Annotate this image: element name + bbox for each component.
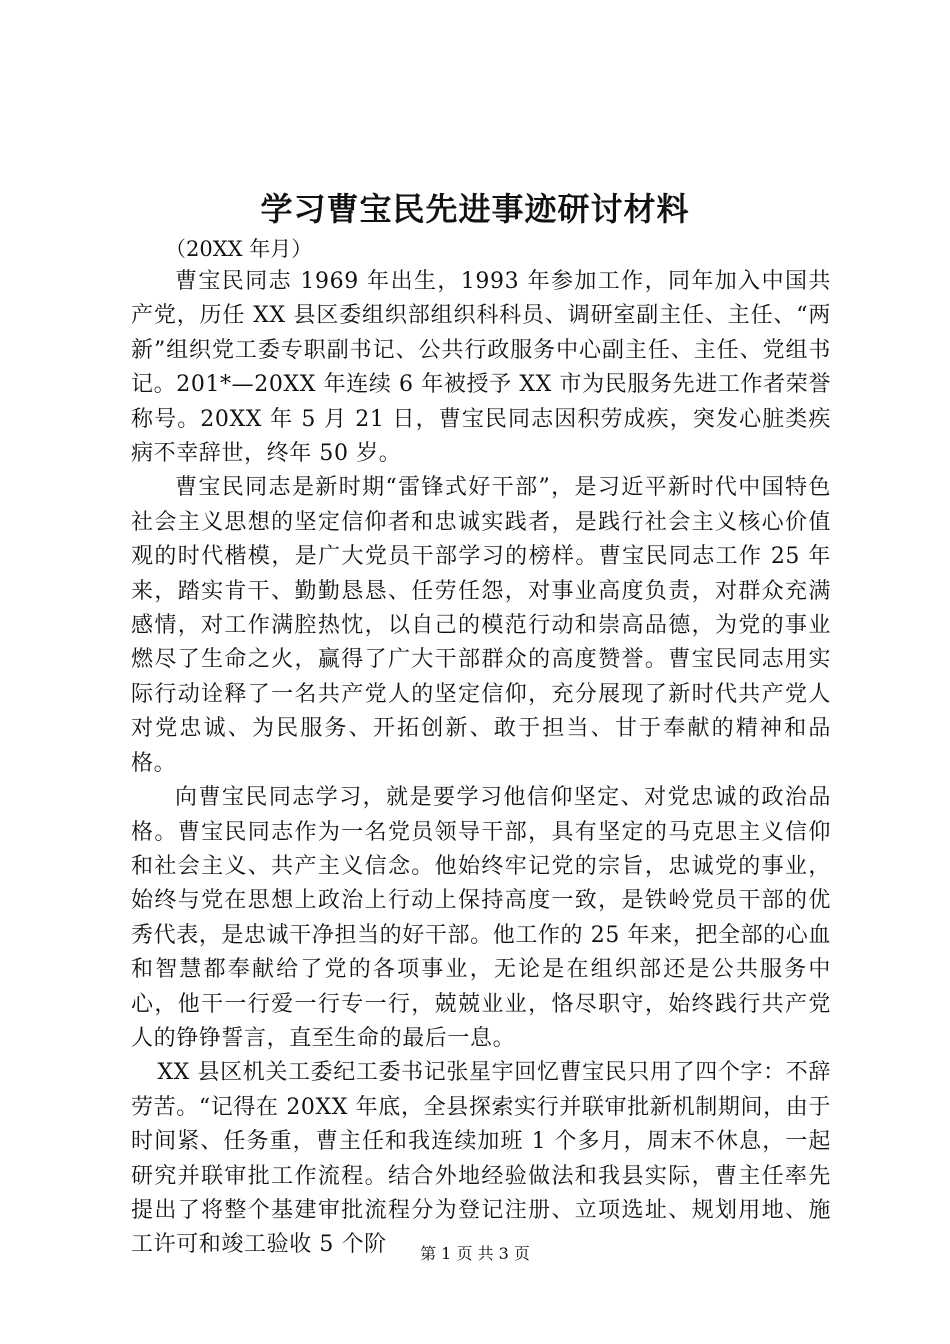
date-line: （20XX 年月） [165, 237, 313, 261]
paragraph-3: 向曹宝民同志学习，就是要学习他信仰坚定、对党忠诚的政治品格。曹宝民同志作为一名党员领导干部，具有坚定的马克思主义信仰和社会主义、共产主义信念。他始终牢记党的宗旨，忠诚党的事业，始终与党在思想上政治上行动上保持高度一致，是铁岭党员干部的优秀代表，是忠诚干净担当的好干部。他工作的 25 年来，把全部的心血和智慧都奉献给了党的各项事业，无论是在组织部还是公共服务中心，他干一行爱一行专一行，兢兢业业，恪尽职守，始终践行共产党人的铮铮誓言，直至生命的最后一息。 [131, 785, 831, 1051]
document-title: 学习曹宝民先进事迹研讨材料 [260, 190, 690, 228]
document-body [131, 265, 831, 1263]
paragraph-2: 曹宝民同志是新时期“雷锋式好干部”，是习近平新时代中国特色社会主义思想的坚定信仰者和忠诚实践者，是践行社会主义核心价值观的时代楷模，是广大党员干部学习的榜样。曹宝民同志工作 25 年来，踏实肯干、勤勤恳恳、任劳任怨，对事业高度负责，对群众充满感情，对工作满腔热忱，以自己的模范行动和崇高品德，为党的事业燃尽了生命之火，赢得了广大干部群众的高度赞誉。曹宝民同志用实际行动诠释了一名共产党人的坚定信仰，充分展现了新时代共产党人对党忠诚、为民服务、开拓创新、敢于担当、甘于奉献的精神和品格。 [131, 475, 831, 776]
paragraph-1: 曹宝民同志 1969 年出生，1993 年参加工作，同年加入中国共产党，历任 XX 县区委组织部组织科科员、调研室副主任、主任、“两新”组织党工委专职副书记、公共行政服务中心副主任、主任、党组书记。201*—20XX 年连续 6 年被授予 XX 市为民服务先进工作者荣誉称号。20XX 年 5 月 21 日，曹宝民同志因积劳成疾，突发心脏类疾病不幸辞世，终年 50 岁。 [131, 269, 831, 467]
page-footer: 第 1 页 共 3 页 [420, 1244, 530, 1263]
paragraph-4: XX 县区机关工委纪工委书记张星宇回忆曹宝民只用了四个字：不辞劳苦。“记得在 20XX 年底，全县探索实行并联审批新机制期间，由于时间紧、任务重，曹主任和我连续加班 1 个多月，周末不休息，一起研究并联审批工作流程。结合外地经验做法和我县实际，曹主任率先提出了将整个基建审批流程分为登记注册、立项选址、规划用地、施工许可和竣工验收 5 个阶 [131, 1060, 831, 1258]
